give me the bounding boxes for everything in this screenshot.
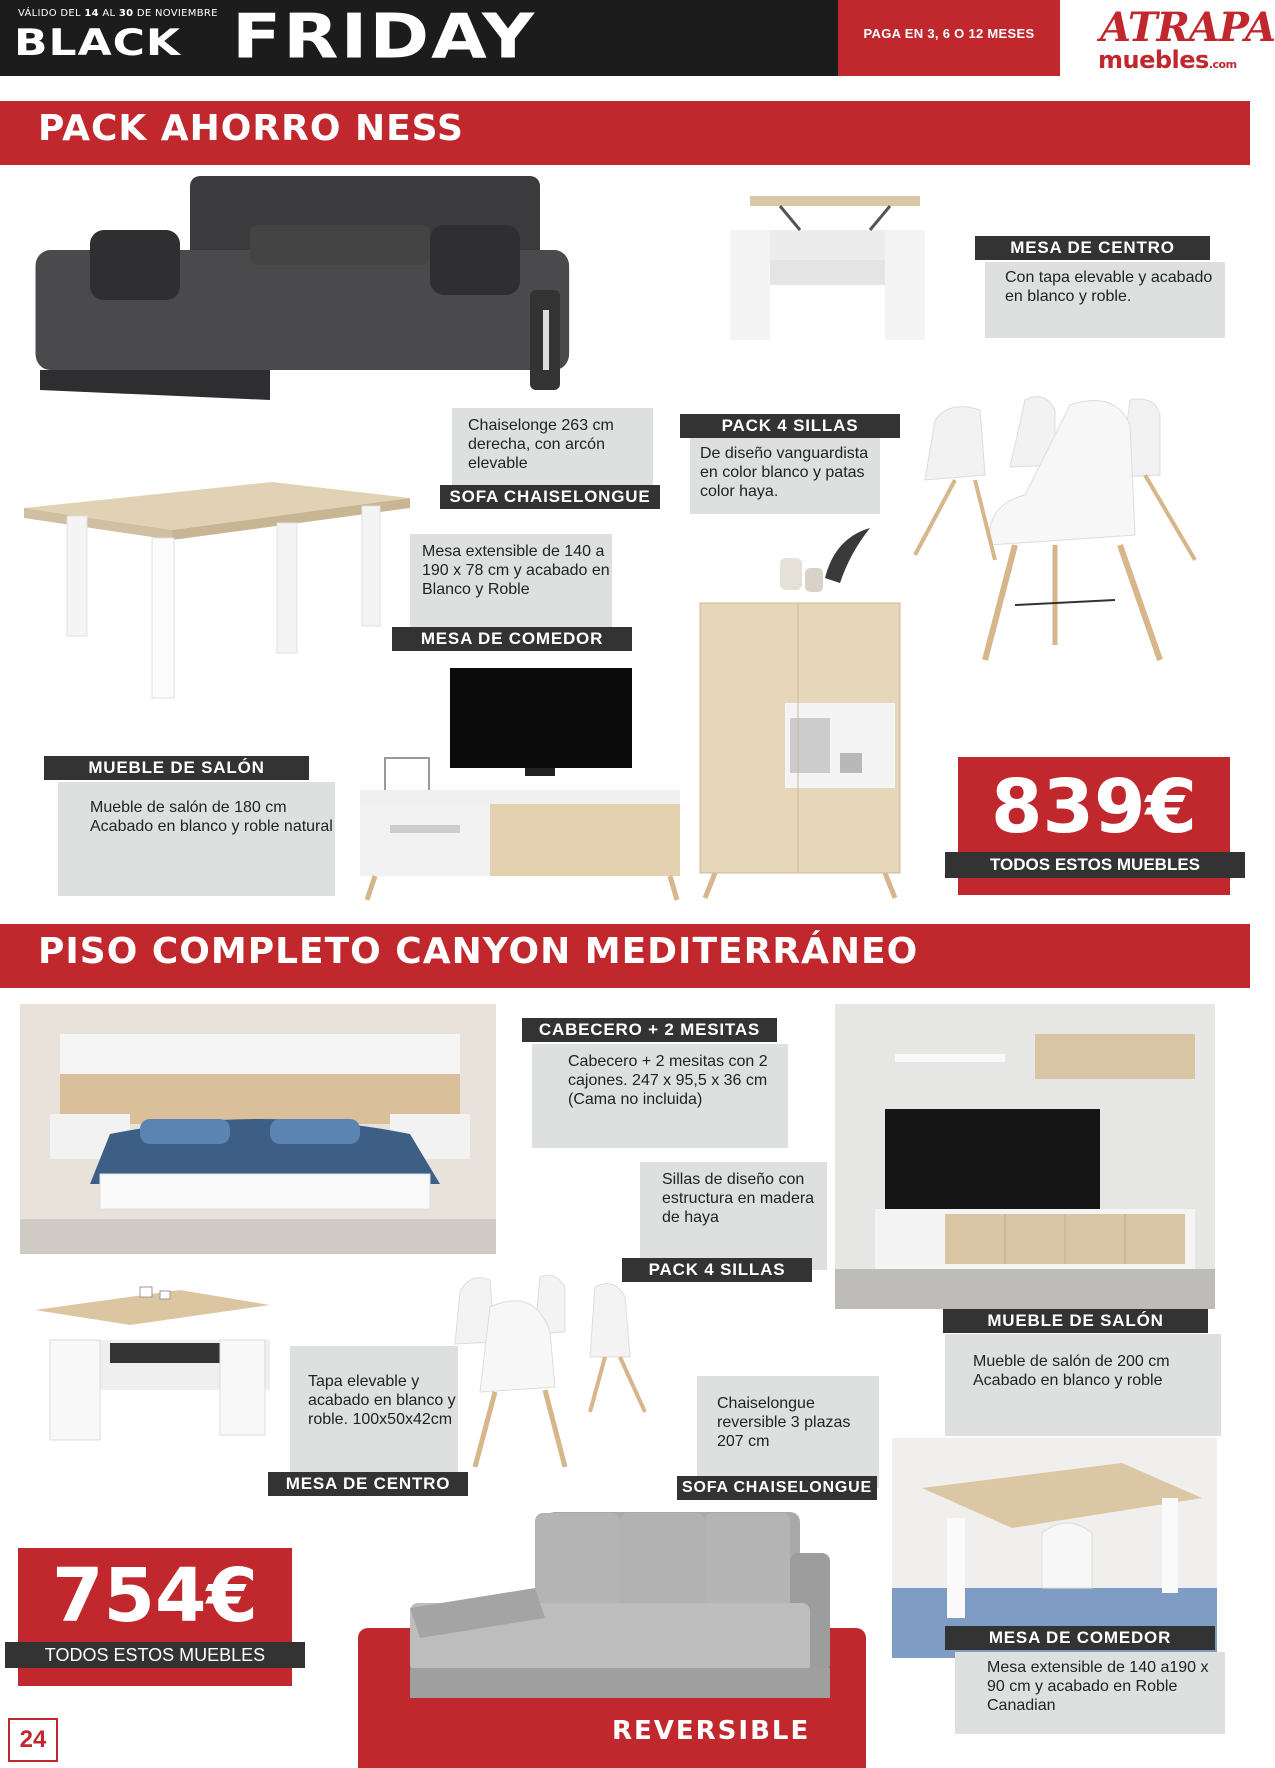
tag-mesa-comedor-2: MESA DE COMEDOR — [945, 1626, 1215, 1650]
tag-sillas-2: PACK 4 SILLAS — [622, 1258, 812, 1282]
desc-mesa-comedor-2: Mesa extensible de 140 a190 x 90 cm y acabado en Roble Canadian — [955, 1652, 1225, 1734]
payment-text: PAGA EN 3, 6 O 12 MESES — [863, 26, 1035, 41]
price-label-1: TODOS ESTOS MUEBLES — [945, 852, 1245, 878]
desc-mueble-salon-1: Mueble de salón de 180 cm Acabado en blanco y roble natural — [58, 782, 335, 896]
tag-sillas-1: PACK 4 SILLAS — [680, 414, 900, 438]
desc-sillas-2: Sillas de diseño con estructura en madera de haya — [640, 1162, 827, 1270]
dining-room-image — [892, 1438, 1217, 1658]
validity-text: VÁLIDO DEL 14 AL 30 DE NOVIEMBRE — [18, 8, 218, 19]
coffee-table-image — [720, 190, 940, 345]
desc-mueble-salon-2: Mueble de salón de 200 cm Acabado en blanco y roble — [945, 1334, 1221, 1436]
dining-table-image — [22, 478, 412, 708]
desc-sofa-1: Chaiselonge 263 cm derecha, con arcón elevable — [452, 408, 653, 494]
sofa-chaiselongue-image — [30, 170, 580, 405]
price-754: 754€ — [18, 1548, 292, 1686]
coffee-table-image-2 — [30, 1285, 275, 1450]
desc-sillas-1: De diseño vanguardista en color blanco y patas color haya. — [690, 438, 880, 514]
desc-cabecero: Cabecero + 2 mesitas con 2 cajones. 247 x 95,5 x 36 cm (Cama no incluida) — [532, 1044, 788, 1148]
chairs-image-2 — [455, 1272, 670, 1472]
tag-sofa-2: SOFA CHAISELONGUE — [677, 1476, 877, 1500]
gray-sofa-image — [405, 1508, 835, 1708]
logo-bottom-text: muebles.com — [1098, 46, 1237, 74]
living-room-image — [835, 1004, 1215, 1309]
section1-title: PACK AHORRO NESS — [38, 108, 464, 149]
desc-sofa-2: Chaiselongue reversible 3 plazas 207 cm — [697, 1376, 879, 1488]
black-word: BLACK — [14, 22, 182, 64]
price-label-2: TODOS ESTOS MUEBLES — [5, 1642, 305, 1668]
section2-title: PISO COMPLETO CANYON MEDITERRÁNEO — [38, 931, 919, 972]
reversible-label: REVERSIBLE — [612, 1716, 811, 1746]
desc-mesa-centro-2: Tapa elevable y acabado en blanco y roble. 100x50x42cm — [290, 1346, 458, 1488]
tag-mesa-centro-1: MESA DE CENTRO — [975, 236, 1210, 260]
tag-sofa-1: SOFA CHAISELONGUE — [440, 485, 660, 509]
page-number: 24 — [8, 1718, 58, 1762]
friday-word: FRIDAY — [232, 0, 537, 73]
logo-top-text: ATRAPA — [1100, 4, 1275, 51]
tag-mesa-comedor-1: MESA DE COMEDOR — [392, 627, 632, 651]
desc-mesa-centro-1: Con tapa elevable y acabado en blanco y roble. — [985, 262, 1225, 338]
tv-unit-image — [355, 660, 685, 905]
desc-mesa-comedor-1: Mesa extensible de 140 a 190 x 78 cm y acabado en Blanco y Roble — [410, 534, 612, 636]
tag-mesa-centro-2: MESA DE CENTRO — [268, 1472, 468, 1496]
price-839: 839€ — [958, 757, 1230, 895]
cabinet-image — [690, 528, 905, 903]
tag-mueble-salon-1: MUEBLE DE SALÓN — [44, 756, 309, 780]
chairs-image — [905, 395, 1220, 695]
tag-mueble-salon-2: MUEBLE DE SALÓN — [943, 1309, 1208, 1333]
bedroom-image — [20, 1004, 496, 1254]
tag-cabecero: CABECERO + 2 MESITAS — [522, 1018, 777, 1042]
